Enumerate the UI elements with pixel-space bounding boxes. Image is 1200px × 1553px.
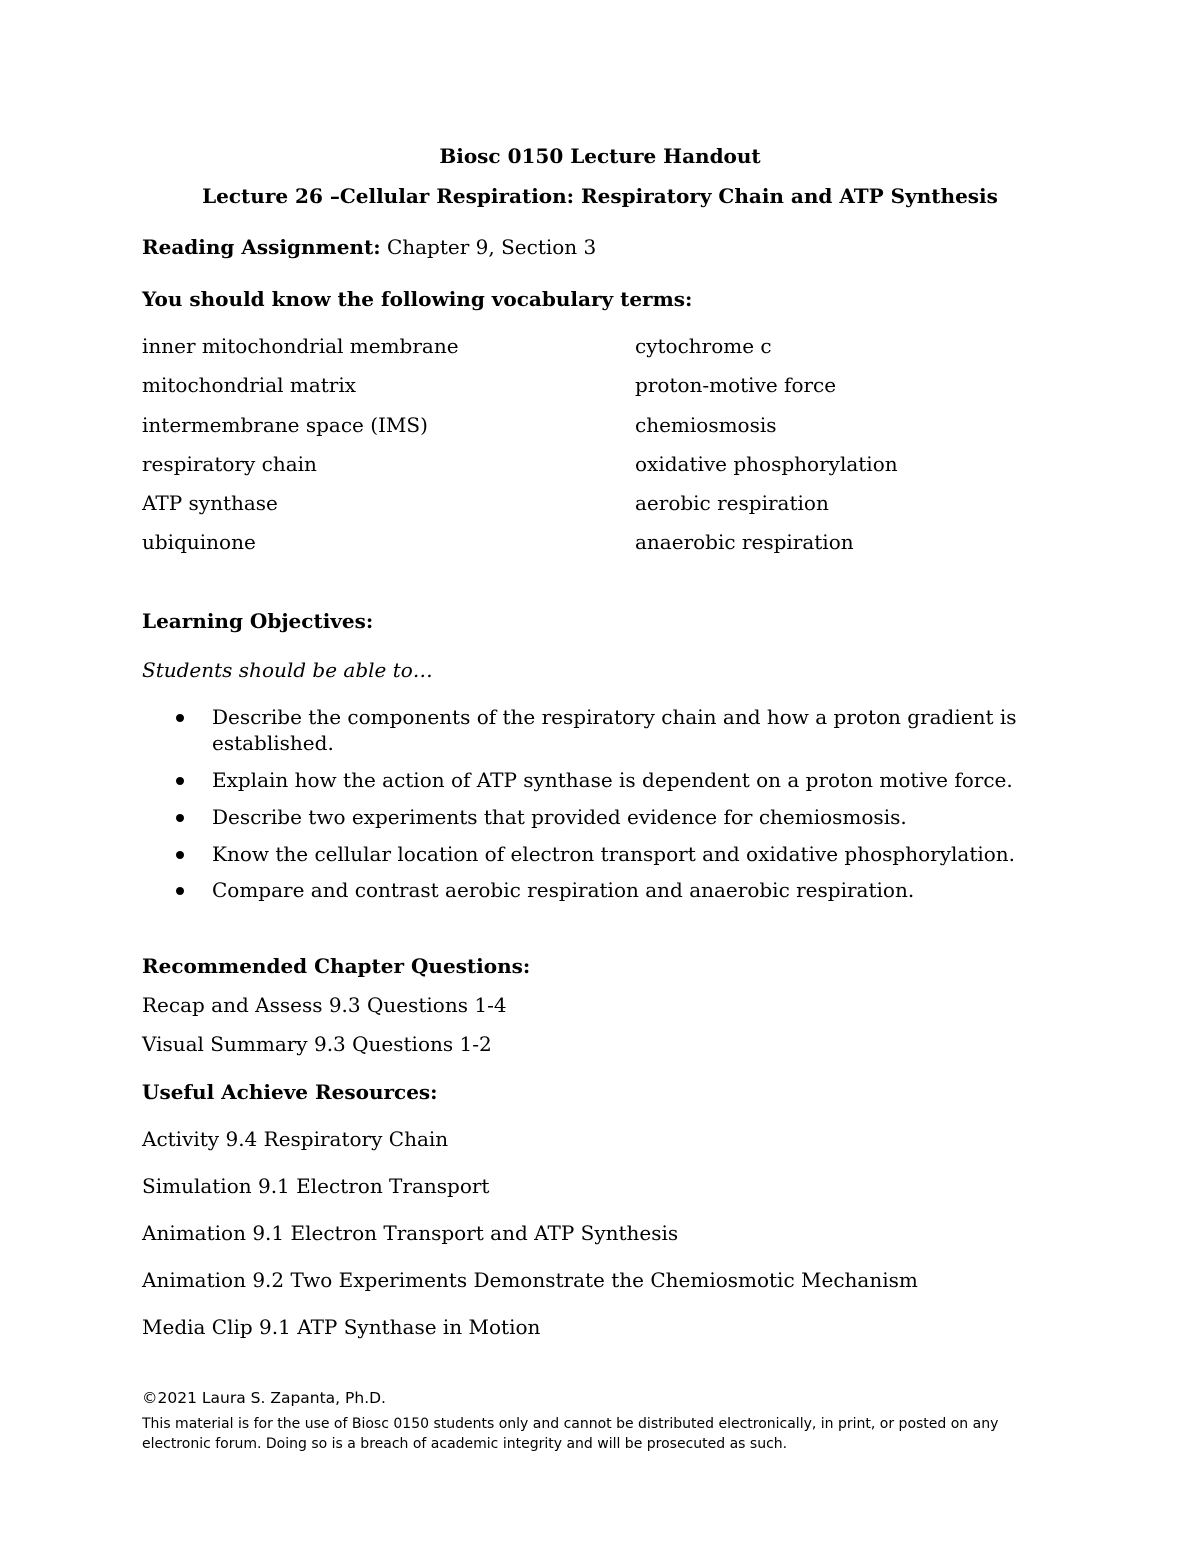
resource-item: Animation 9.1 Electron Transport and ATP Synthesis bbox=[142, 1221, 679, 1245]
course-title: Biosc 0150 Lecture Handout bbox=[439, 144, 761, 168]
bullet-icon bbox=[176, 777, 184, 785]
resource-item: Simulation 9.1 Electron Transport bbox=[142, 1174, 490, 1198]
bullet-icon bbox=[176, 851, 184, 859]
vocab-term: inner mitochondrial membrane bbox=[142, 334, 459, 358]
reading-value: Chapter 9, Section 3 bbox=[380, 235, 597, 259]
objective-text: Compare and contrast aerobic respiration and anaerobic respiration. bbox=[212, 878, 915, 902]
vocab-term: anaerobic respiration bbox=[635, 530, 854, 554]
vocab-term: ubiquinone bbox=[142, 530, 256, 554]
question-item: Recap and Assess 9.3 Questions 1-4 bbox=[142, 993, 507, 1017]
vocab-term: mitochondrial matrix bbox=[142, 373, 357, 397]
resource-item: Activity 9.4 Respiratory Chain bbox=[142, 1127, 449, 1151]
vocab-term: proton-motive force bbox=[635, 373, 837, 397]
reading-assignment bbox=[142, 235, 596, 259]
vocab-term: ATP synthase bbox=[142, 491, 278, 515]
bullet-icon bbox=[176, 887, 184, 895]
vocab-term: chemiosmosis bbox=[635, 413, 777, 437]
vocab-term: intermembrane space (IMS) bbox=[142, 413, 428, 437]
objective-text: Describe the components of the respiratory chain and how a proton gradient is established. bbox=[212, 705, 1017, 755]
vocabulary-heading: You should know the following vocabulary terms: bbox=[142, 287, 693, 311]
resource-item: Media Clip 9.1 ATP Synthase in Motion bbox=[142, 1315, 541, 1339]
footer-notice: This material is for the use of Biosc 0150 students only and cannot be distributed electronically, in print, or posted on any electronic forum. Doing so is a breach of academic integrity and will be prosecuted as such. bbox=[142, 1416, 999, 1452]
resources-heading: Useful Achieve Resources: bbox=[142, 1080, 438, 1104]
objectives-heading: Learning Objectives: bbox=[142, 609, 374, 633]
vocab-term: oxidative phosphorylation bbox=[635, 452, 898, 476]
objective-text: Explain how the action of ATP synthase is dependent on a proton motive force. bbox=[212, 768, 1013, 792]
resource-item: Animation 9.2 Two Experiments Demonstrate the Chemiosmotic Mechanism bbox=[142, 1268, 918, 1292]
questions-heading: Recommended Chapter Questions: bbox=[142, 954, 531, 978]
footer-copyright: ©2021 Laura S. Zapanta, Ph.D. bbox=[142, 1389, 386, 1407]
objective-text: Describe two experiments that provided evidence for chemiosmosis. bbox=[212, 805, 907, 829]
reading-label: Reading Assignment: bbox=[142, 235, 381, 259]
vocab-term: respiratory chain bbox=[142, 452, 317, 476]
vocab-term: aerobic respiration bbox=[635, 491, 829, 515]
objective-text: Know the cellular location of electron transport and oxidative phosphorylation. bbox=[212, 842, 1016, 866]
lecture-title: Lecture 26 –Cellular Respiration: Respiratory Chain and ATP Synthesis bbox=[202, 184, 998, 208]
objectives-intro: Students should be able to… bbox=[142, 658, 433, 682]
bullet-icon bbox=[176, 814, 184, 822]
bullet-icon bbox=[176, 714, 184, 722]
question-item: Visual Summary 9.3 Questions 1-2 bbox=[142, 1032, 492, 1056]
vocab-term: cytochrome c bbox=[635, 334, 772, 358]
